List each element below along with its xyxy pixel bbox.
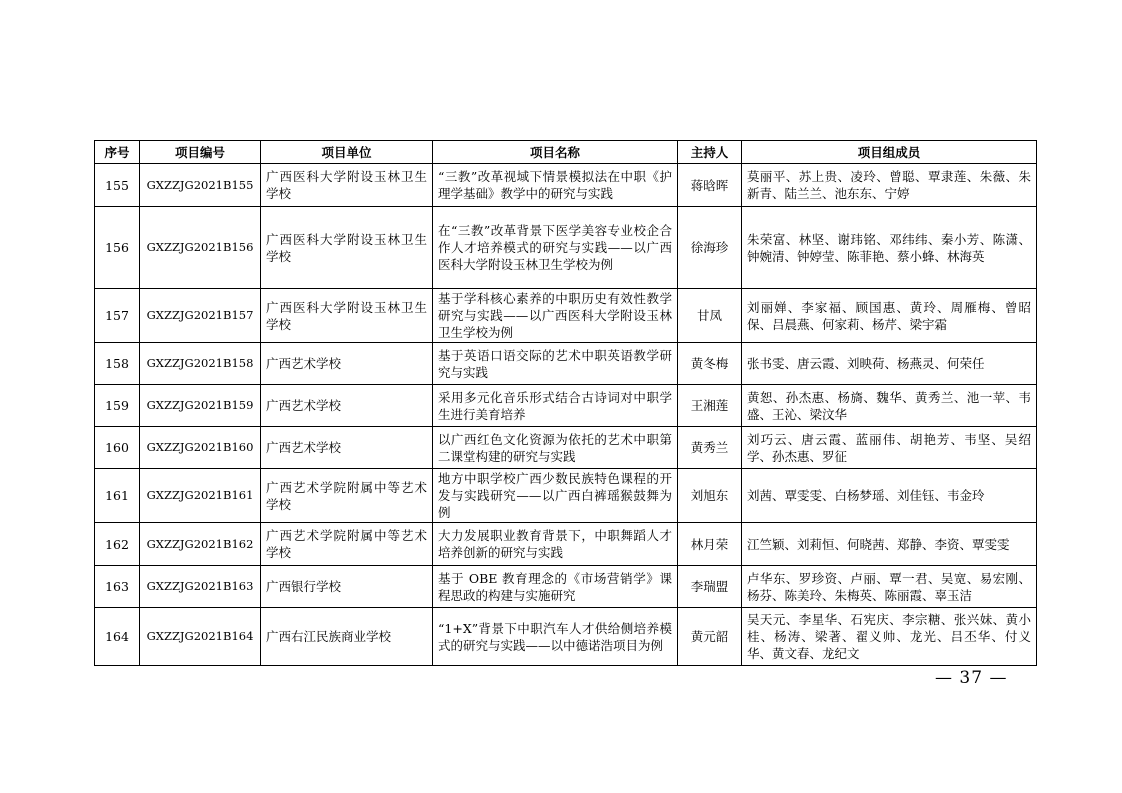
- cell-members: 莫丽平、苏上贵、凌玲、曾聪、覃隶莲、朱薇、朱新青、陆兰兰、池东东、宁婷: [742, 164, 1037, 207]
- table-row: [95, 343, 1037, 385]
- cell-unit: 广西右江民族商业学校: [261, 608, 433, 666]
- cell-unit: 广西艺术学院附属中等艺术学校: [261, 469, 433, 523]
- cell-code: GXZZJG2021B158: [140, 343, 261, 385]
- cell-code: GXZZJG2021B161: [140, 469, 261, 523]
- cell-lead: 刘旭东: [678, 469, 742, 523]
- cell-name: 基于英语口语交际的艺术中职英语教学研究与实践: [433, 343, 678, 385]
- cell-members: 刘巧云、唐云霞、蓝丽伟、胡艳芳、韦坚、吴绍学、孙杰惠、罗征: [742, 427, 1037, 469]
- cell-name: 采用多元化音乐形式结合古诗词对中职学生进行美育培养: [433, 385, 678, 427]
- cell-unit: 广西艺术学校: [261, 343, 433, 385]
- table-row: [95, 427, 1037, 469]
- cell-code: GXZZJG2021B156: [140, 207, 261, 289]
- table-row: [95, 207, 1037, 289]
- cell-no: 163: [95, 566, 140, 608]
- cell-lead: 黄秀兰: [678, 427, 742, 469]
- cell-name: 大力发展职业教育背景下，中职舞蹈人才培养创新的研究与实践: [433, 523, 678, 566]
- cell-no: 155: [95, 164, 140, 207]
- cell-no: 159: [95, 385, 140, 427]
- cell-lead: 甘凤: [678, 289, 742, 343]
- cell-no: 157: [95, 289, 140, 343]
- cell-code: GXZZJG2021B162: [140, 523, 261, 566]
- cell-name: 地方中职学校广西少数民族特色课程的开发与实践研究——以广西白裤瑶猴鼓舞为例: [433, 469, 678, 523]
- cell-no: 158: [95, 343, 140, 385]
- cell-members: 张书雯、唐云霞、刘映荷、杨燕灵、何荣任: [742, 343, 1037, 385]
- cell-unit: 广西艺术学校: [261, 427, 433, 469]
- header-name: 项目名称: [433, 141, 678, 164]
- cell-members: 江竺颖、刘莉恒、何晓茜、郑静、李资、覃雯雯: [742, 523, 1037, 566]
- cell-lead: 蒋晗晖: [678, 164, 742, 207]
- table-row: [95, 608, 1037, 666]
- cell-code: GXZZJG2021B155: [140, 164, 261, 207]
- cell-code: GXZZJG2021B157: [140, 289, 261, 343]
- cell-code: GXZZJG2021B163: [140, 566, 261, 608]
- cell-unit: 广西医科大学附设玉林卫生学校: [261, 207, 433, 289]
- cell-no: 162: [95, 523, 140, 566]
- page-number: — 37 —: [935, 668, 1008, 688]
- table-row: [95, 289, 1037, 343]
- cell-members: 刘丽婵、李家福、顾国惠、黄玲、周雁梅、曾昭保、吕晨燕、何家莉、杨芹、梁宇霜: [742, 289, 1037, 343]
- header-lead: 主持人: [678, 141, 742, 164]
- cell-name: 以广西红色文化资源为依托的艺术中职第二课堂构建的研究与实践: [433, 427, 678, 469]
- cell-code: GXZZJG2021B160: [140, 427, 261, 469]
- cell-members: 黄恕、孙杰惠、杨旖、魏华、黄秀兰、池一苹、韦盛、王沁、梁汶华: [742, 385, 1037, 427]
- cell-name: “三教”改革视域下情景模拟法在中职《护理学基础》教学中的研究与实践: [433, 164, 678, 207]
- cell-members: 朱荣富、林坚、谢玮铭、邓纬纬、秦小芳、陈潇、钟婉清、钟婷莹、陈菲艳、蔡小蜂、林海英: [742, 207, 1037, 289]
- table-row: [95, 469, 1037, 523]
- header-no: 序号: [95, 141, 140, 164]
- cell-unit: 广西医科大学附设玉林卫生学校: [261, 164, 433, 207]
- cell-members: 吴天元、李星华、石宪庆、李宗糖、张兴妹、黄小桂、杨涛、梁著、翟义帅、龙光、吕丕华、付义华、黄文春、龙纪文: [742, 608, 1037, 666]
- cell-unit: 广西艺术学校: [261, 385, 433, 427]
- header-members: 项目组成员: [742, 141, 1037, 164]
- project-table: [94, 140, 1037, 666]
- cell-code: GXZZJG2021B164: [140, 608, 261, 666]
- table-row: [95, 164, 1037, 207]
- table-row: [95, 566, 1037, 608]
- cell-no: 164: [95, 608, 140, 666]
- header-unit: 项目单位: [261, 141, 433, 164]
- header-code: 项目编号: [140, 141, 261, 164]
- cell-lead: 黄冬梅: [678, 343, 742, 385]
- cell-members: 刘茜、覃雯雯、白杨梦瑶、刘佳钰、韦金玲: [742, 469, 1037, 523]
- cell-name: 基于 OBE 教育理念的《市场营销学》课程思政的构建与实施研究: [433, 566, 678, 608]
- cell-lead: 林月荣: [678, 523, 742, 566]
- cell-lead: 徐海珍: [678, 207, 742, 289]
- cell-no: 160: [95, 427, 140, 469]
- cell-name: “1+X”背景下中职汽车人才供给侧培养模式的研究与实践——以中德诺浩项目为例: [433, 608, 678, 666]
- cell-name: 基于学科核心素养的中职历史有效性教学研究与实践——以广西医科大学附设玉林卫生学校为例: [433, 289, 678, 343]
- cell-unit: 广西银行学校: [261, 566, 433, 608]
- cell-members: 卢华东、罗珍资、卢丽、覃一君、吴宽、易宏刚、杨芬、陈美玲、朱梅英、陈丽霞、辜玉洁: [742, 566, 1037, 608]
- cell-code: GXZZJG2021B159: [140, 385, 261, 427]
- table-header-row: [95, 141, 1037, 164]
- cell-unit: 广西医科大学附设玉林卫生学校: [261, 289, 433, 343]
- table-row: [95, 523, 1037, 566]
- cell-no: 156: [95, 207, 140, 289]
- cell-lead: 李瑞盟: [678, 566, 742, 608]
- cell-unit: 广西艺术学院附属中等艺术学校: [261, 523, 433, 566]
- cell-lead: 黄元韶: [678, 608, 742, 666]
- table-row: [95, 385, 1037, 427]
- cell-name: 在“三教”改革背景下医学美容专业校企合作人才培养模式的研究与实践——以广西医科大学附设玉林卫生学校为例: [433, 207, 678, 289]
- cell-lead: 王湘莲: [678, 385, 742, 427]
- cell-no: 161: [95, 469, 140, 523]
